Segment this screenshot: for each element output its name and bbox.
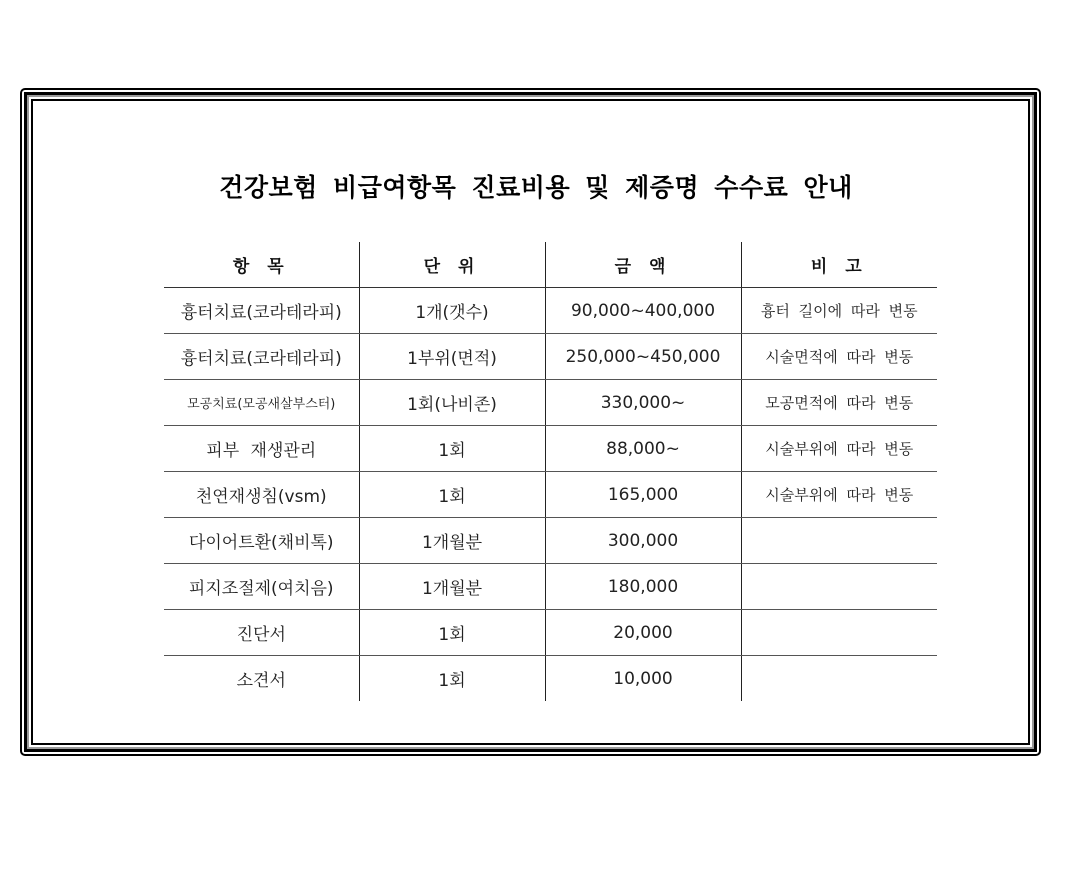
- table-row: [164, 564, 937, 610]
- table-row: [164, 288, 937, 334]
- table-row: [164, 334, 937, 380]
- header-item: 항 목: [164, 242, 359, 288]
- cell-unit: 1회: [359, 426, 545, 472]
- cell-amount: 10,000: [545, 656, 741, 702]
- cell-unit: 1개(갯수): [359, 288, 545, 334]
- cell-unit: 1회: [359, 472, 545, 518]
- cell-amount: 165,000: [545, 472, 741, 518]
- page-title: 건강보험 비급여항목 진료비용 및 제증명 수수료 안내: [219, 173, 853, 202]
- table-row: [164, 656, 937, 702]
- cell-item: 진단서: [164, 610, 359, 656]
- cell-note: 시술부위에 따라 변동: [741, 472, 937, 518]
- cell-item: 흉터치료(코라테라피): [164, 334, 359, 380]
- cell-unit: 1회(나비존): [359, 380, 545, 426]
- cell-item: 모공치료(모공새살부스터): [164, 380, 359, 426]
- cell-unit: 1개월분: [359, 564, 545, 610]
- cell-amount: 88,000~: [545, 426, 741, 472]
- table-row: [164, 380, 937, 426]
- cell-item: 소견서: [236, 671, 286, 691]
- header-note: 비 고: [741, 242, 937, 288]
- cell-note: 흉터 길이에 따라 변동: [741, 288, 937, 334]
- table-row: [164, 610, 937, 656]
- cell-unit: 1부위(면적): [359, 334, 545, 380]
- cell-note: [741, 610, 937, 656]
- cell-unit: 1회: [359, 610, 545, 656]
- cell-unit: 1회: [359, 656, 545, 702]
- cell-note: 시술부위에 따라 변동: [741, 426, 937, 472]
- cell-item: 흉터치료(코라테라피): [164, 288, 359, 334]
- cell-item: 다이어트환(채비톡): [164, 518, 359, 564]
- cell-note: [741, 656, 937, 702]
- cell-amount: 330,000~: [545, 380, 741, 426]
- table-row: [164, 518, 937, 564]
- table-header-row: [164, 242, 937, 288]
- cell-note: 모공면적에 따라 변동: [741, 380, 937, 426]
- header-amount: 금 액: [545, 242, 741, 288]
- cell-amount: 90,000~400,000: [545, 288, 741, 334]
- cell-unit: 1개월분: [359, 518, 545, 564]
- cell-item: 피부 재생관리: [164, 426, 359, 472]
- cell-item: 피지조절제(여치음): [164, 564, 359, 610]
- cell-amount: 180,000: [545, 564, 741, 610]
- cell-amount: 300,000: [545, 518, 741, 564]
- fee-table: [164, 242, 937, 701]
- cell-note: [741, 564, 937, 610]
- cell-amount: 20,000: [545, 610, 741, 656]
- cell-note: 시술면적에 따라 변동: [741, 334, 937, 380]
- table-row: [164, 426, 937, 472]
- cell-note: [741, 518, 937, 564]
- cell-item: 천연재생침(vsm): [164, 472, 359, 518]
- header-unit: 단 위: [359, 242, 545, 288]
- table-row: [164, 472, 937, 518]
- cell-amount: 250,000~450,000: [545, 334, 741, 380]
